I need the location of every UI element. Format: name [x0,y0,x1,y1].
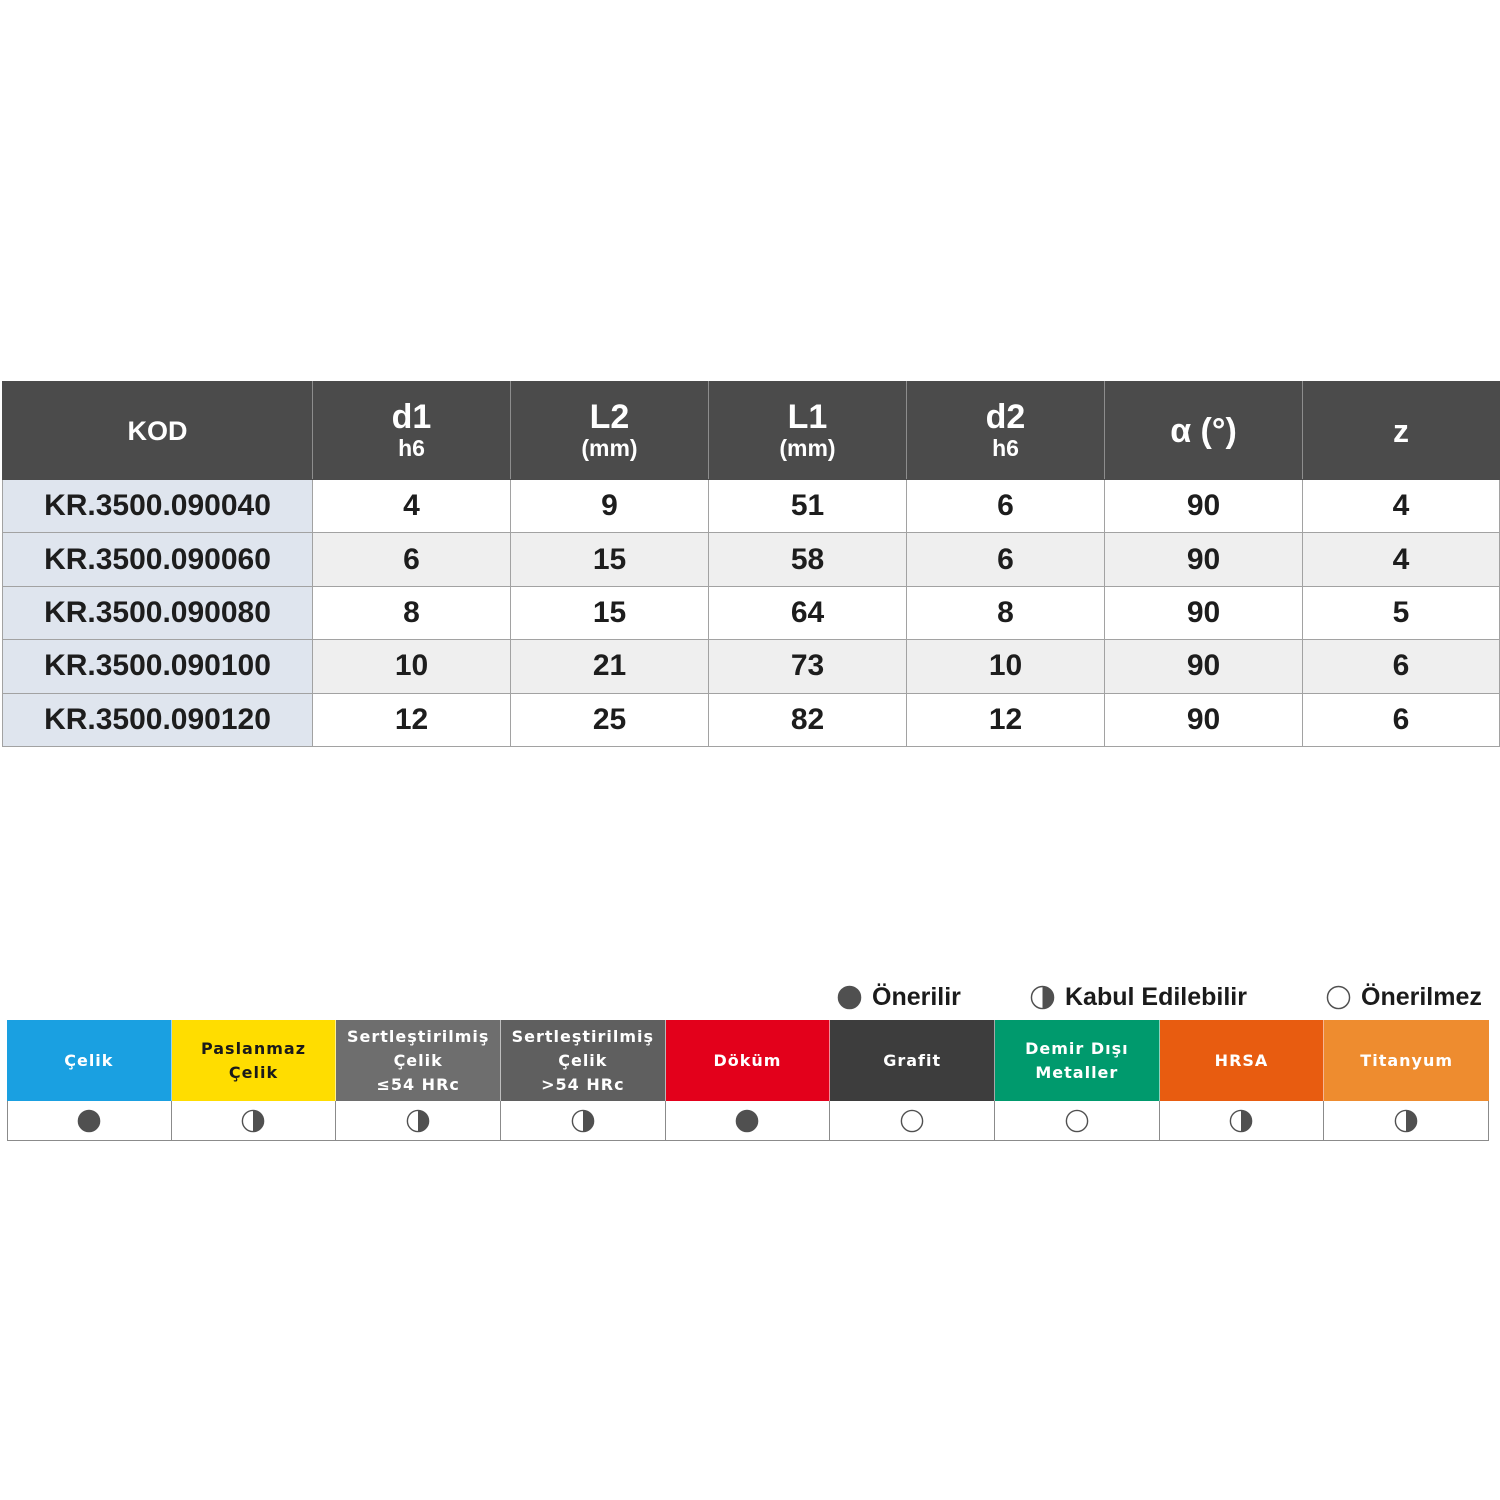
rating-dokum [666,1101,831,1141]
header-d1 [313,382,511,480]
cell-alpha: 90 [1105,640,1303,693]
header-alpha-label: α (°) [1170,411,1237,450]
empty-circle-icon [900,1109,924,1133]
cell-l2: 15 [511,586,709,639]
half-circle-icon [1229,1109,1253,1133]
legend-recommended [837,982,961,1012]
cell-d2: 12 [907,693,1105,746]
filled-circle-icon [735,1109,759,1133]
rating-sertlestirilmis-celik-over-54 [501,1101,666,1141]
material-label: Demir Dışı [1025,1038,1129,1058]
filled-circle-icon [735,1109,759,1133]
empty-circle-icon [1065,1109,1089,1133]
cell-kod: KR.3500.090080 [3,586,313,639]
cell-d2: 6 [907,480,1105,533]
material-label: Çelik [558,1050,608,1070]
material-label: HRSA [1214,1050,1269,1070]
material-label: Titanyum [1360,1050,1454,1070]
legend-acceptable [1030,982,1247,1012]
cell-d1: 6 [313,533,511,586]
material-sertlestirilmis-celik-over-54 [501,1020,666,1101]
cell-z: 6 [1303,693,1500,746]
half-circle-icon [406,1109,430,1133]
material-label: Sertleştirilmiş [346,1026,490,1046]
material-label: ≤54 HRc [376,1074,460,1094]
material-label: Sertleştirilmiş [511,1026,655,1046]
header-d2-label: d2 [985,398,1026,436]
half-circle-icon [1030,985,1055,1010]
header-d1-label: d1 [391,398,432,436]
cell-d2: 6 [907,533,1105,586]
material-demir-disi-metaller [995,1020,1160,1101]
spec-table [2,381,1500,747]
empty-circle-icon [1326,985,1351,1010]
material-paslanmaz-celik [172,1020,337,1101]
rating-hrsa [1160,1101,1325,1141]
cell-d1: 8 [313,586,511,639]
material-grafit [830,1020,995,1101]
cell-l2: 21 [511,640,709,693]
material-label: Çelik [64,1050,114,1070]
cell-kod: KR.3500.090100 [3,640,313,693]
table-row [3,480,1500,533]
table-row [3,533,1500,586]
material-table [7,1020,1489,1141]
legend-label: Önerilir [872,983,961,1011]
half-circle-icon [241,1109,265,1133]
legend-not-recommended [1326,982,1482,1012]
material-dokum [666,1020,831,1101]
header-l2-label: L2 [589,398,630,436]
cell-z: 6 [1303,640,1500,693]
header-kod [3,382,313,480]
half-circle-icon [241,1109,265,1133]
header-d2 [907,382,1105,480]
table-row [3,586,1500,639]
cell-z: 5 [1303,586,1500,639]
header-d1-sub: h6 [398,435,425,461]
rating-grafit [830,1101,995,1141]
material-label: Paslanmaz [200,1038,307,1058]
cell-d1: 12 [313,693,511,746]
filled-circle-icon [77,1109,101,1133]
half-circle-icon [406,1109,430,1133]
cell-d1: 10 [313,640,511,693]
cell-d2: 8 [907,586,1105,639]
half-circle-icon [571,1109,595,1133]
rating-celik [7,1101,172,1141]
header-alpha [1105,382,1303,480]
half-circle-icon [1229,1109,1253,1133]
cell-kod: KR.3500.090040 [3,480,313,533]
material-label: Grafit [883,1050,942,1070]
filled-circle-icon [837,985,862,1010]
material-label: >54 HRc [541,1074,625,1094]
empty-circle-icon [1065,1109,1089,1133]
material-hrsa [1160,1020,1325,1101]
material-label: Döküm [713,1050,782,1070]
empty-circle-icon [900,1109,924,1133]
material-titanyum [1324,1020,1489,1101]
rating-sertlestirilmis-celik-max-54 [336,1101,501,1141]
cell-l1: 51 [709,480,907,533]
header-z-label: z [1393,412,1409,449]
cell-alpha: 90 [1105,533,1303,586]
cell-l2: 15 [511,533,709,586]
material-label: Çelik [228,1062,279,1082]
legend-label: Önerilmez [1361,983,1482,1011]
material-celik [7,1020,172,1101]
header-d2-sub: h6 [992,435,1019,461]
half-circle-icon [571,1109,595,1133]
material-label: Çelik [393,1050,443,1070]
legend-label: Kabul Edilebilir [1065,983,1247,1011]
material-sertlestirilmis-celik-max-54 [336,1020,501,1101]
header-z [1303,382,1500,480]
table-row [3,640,1500,693]
cell-alpha: 90 [1105,693,1303,746]
empty-circle-icon [1326,985,1351,1010]
cell-l1: 64 [709,586,907,639]
header-l1-sub: (mm) [779,435,836,461]
cell-l2: 25 [511,693,709,746]
rating-titanyum [1324,1101,1489,1141]
cell-alpha: 90 [1105,480,1303,533]
material-rating-row [7,1101,1489,1141]
half-circle-icon [1394,1109,1418,1133]
header-l1 [709,382,907,480]
header-row [3,382,1500,480]
cell-z: 4 [1303,533,1500,586]
material-header-row [7,1020,1489,1101]
rating-paslanmaz-celik [172,1101,337,1141]
header-l1-label: L1 [787,398,828,436]
half-circle-icon [1030,985,1055,1010]
half-circle-icon [1394,1109,1418,1133]
header-kod-label: KOD [127,415,188,446]
header-l2-sub: (mm) [581,435,638,461]
rating-demir-disi-metaller [995,1101,1160,1141]
cell-kod: KR.3500.090060 [3,533,313,586]
cell-l2: 9 [511,480,709,533]
cell-l1: 73 [709,640,907,693]
filled-circle-icon [837,985,862,1010]
material-label: Metaller [1035,1062,1119,1082]
table-row [3,693,1500,746]
cell-d2: 10 [907,640,1105,693]
cell-l1: 82 [709,693,907,746]
filled-circle-icon [77,1109,101,1133]
cell-d1: 4 [313,480,511,533]
cell-kod: KR.3500.090120 [3,693,313,746]
cell-l1: 58 [709,533,907,586]
header-l2 [511,382,709,480]
cell-alpha: 90 [1105,586,1303,639]
cell-z: 4 [1303,480,1500,533]
